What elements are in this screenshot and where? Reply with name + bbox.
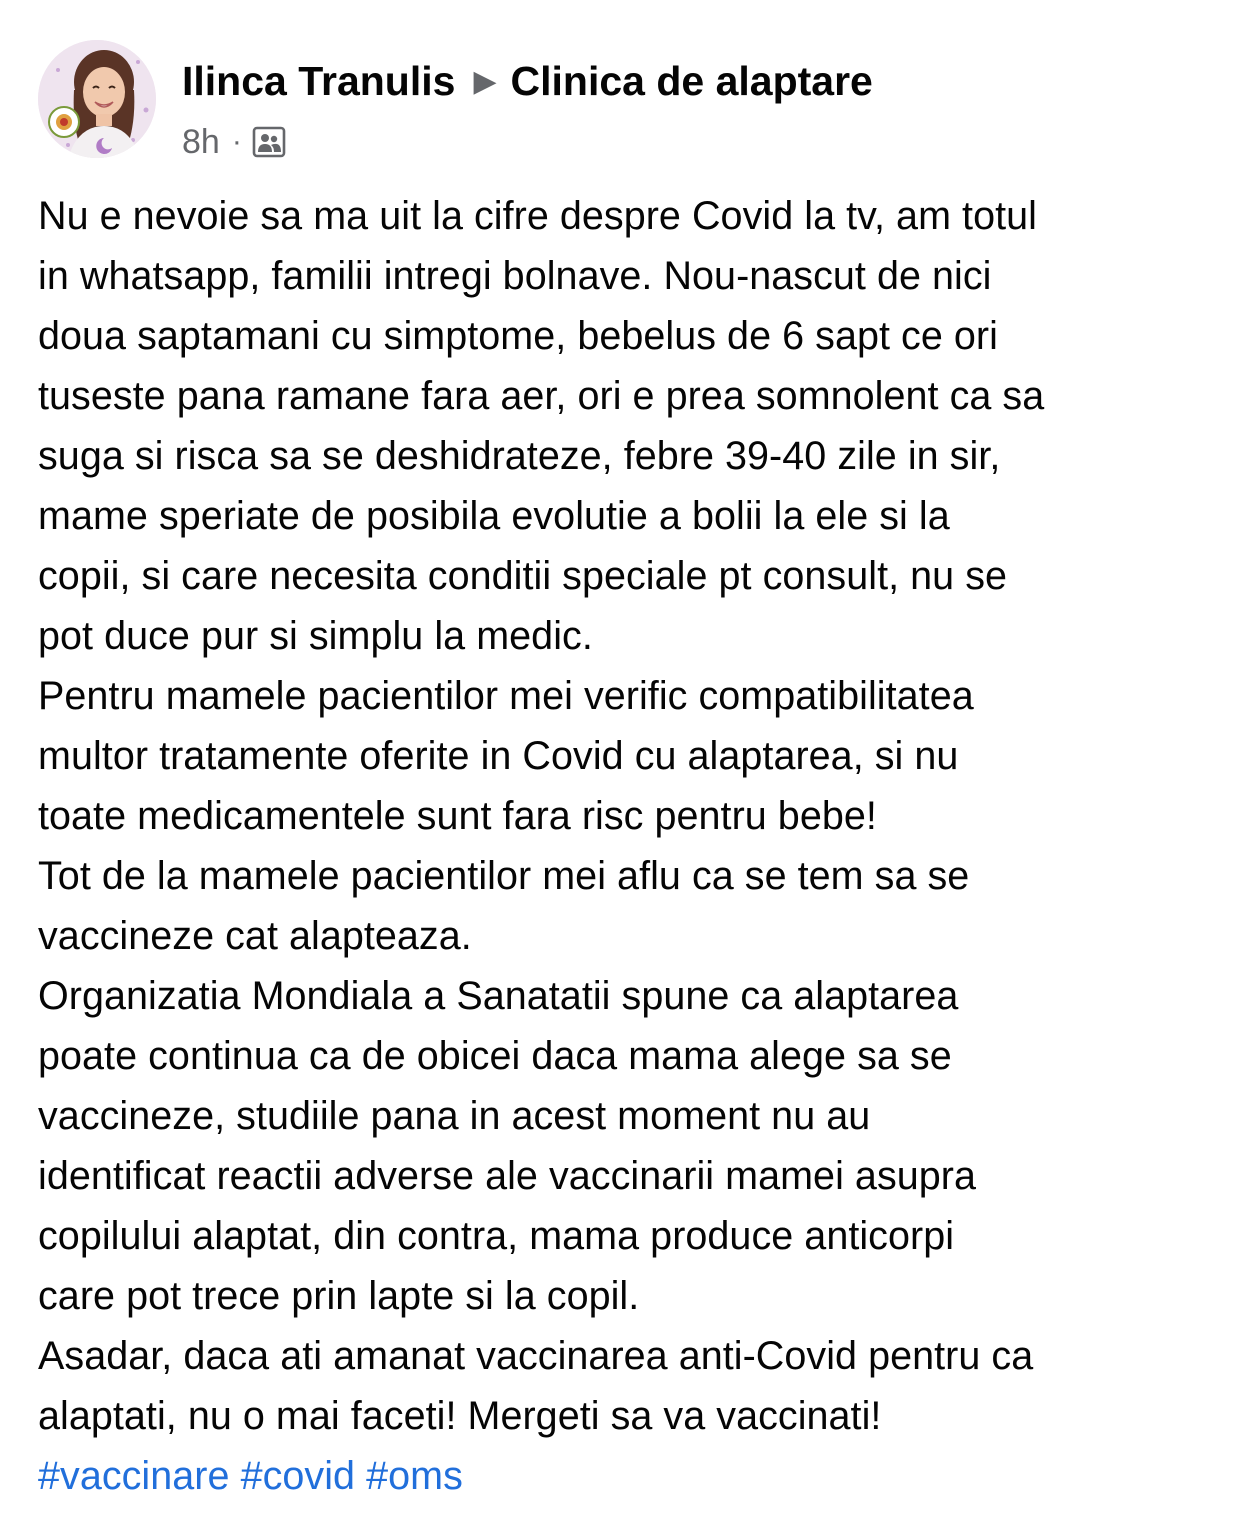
post-text-line: vaccineze, studiile pana in acest moment nu au [38, 1094, 871, 1138]
group-audience-icon[interactable] [252, 125, 286, 159]
post-text-line: alaptati, nu o mai faceti! Mergeti sa va vaccinati! [38, 1394, 882, 1438]
hashtag-list [38, 1446, 1218, 1506]
hashtag-oms[interactable]: #oms [366, 1454, 463, 1498]
post-text-line: multor tratamente oferite in Covid cu alaptarea, si nu [38, 734, 959, 778]
arrow-right-icon: ▶ [473, 65, 497, 98]
post-text-line: Nu e nevoie sa ma uit la cifre despre Covid la tv, am totul [38, 194, 1037, 238]
author-name[interactable]: Ilinca Tranulis [182, 58, 456, 104]
post-text-line: care pot trece prin lapte si la copil. [38, 1274, 640, 1318]
post-text-line: copii, si care necesita conditii speciale pt consult, nu se [38, 554, 1008, 598]
post-text-line: Organizatia Mondiala a Sanatatii spune ca alaptarea [38, 974, 959, 1018]
post-header [38, 40, 1212, 162]
post-timestamp[interactable]: 8h [182, 122, 220, 161]
post-text-line: identificat reactii adverse ale vaccinarii mamei asupra [38, 1154, 977, 1198]
hashtag-vaccinare[interactable]: #vaccinare [38, 1454, 230, 1498]
avatar-image [38, 40, 156, 158]
post-body [38, 186, 1218, 1506]
post-meta [182, 120, 286, 164]
post-text-line: mame speriate de posibila evolutie a bolii la ele si la [38, 494, 950, 538]
post-text-line: copilului alaptat, din contra, mama produce anticorpi [38, 1214, 955, 1258]
post-text-line: toate medicamentele sunt fara risc pentru bebe! [38, 794, 877, 838]
post-author-line [182, 54, 873, 113]
meta-separator: · [231, 125, 242, 158]
post-text-line: Asadar, daca ati amanat vaccinarea anti-Covid pentru ca [38, 1334, 1034, 1378]
post-text-line: pot duce pur si simplu la medic. [38, 614, 593, 658]
post-text-line: in whatsapp, familii intregi bolnave. Nou-nascut de nici [38, 254, 992, 298]
hashtag-covid[interactable]: #covid [240, 1454, 356, 1498]
group-name[interactable]: Clinica de alaptare [510, 58, 873, 104]
post-text-line: doua saptamani cu simptome, bebelus de 6 sapt ce ori [38, 314, 998, 358]
post-text-line: poate continua ca de obicei daca mama alege sa se [38, 1034, 952, 1078]
post-text-line: Pentru mamele pacientilor mei verific compatibilitatea [38, 674, 974, 718]
post-text-line: Tot de la mamele pacientilor mei aflu ca se tem sa se [38, 854, 970, 898]
post-text-line: tuseste pana ramane fara aer, ori e prea somnolent ca sa [38, 374, 1045, 418]
post-text-line: suga si risca sa se deshidrateze, febre 39-40 zile in sir, [38, 434, 1001, 478]
post-text-line: vaccineze cat alapteaza. [38, 914, 472, 958]
author-avatar[interactable] [38, 40, 156, 158]
